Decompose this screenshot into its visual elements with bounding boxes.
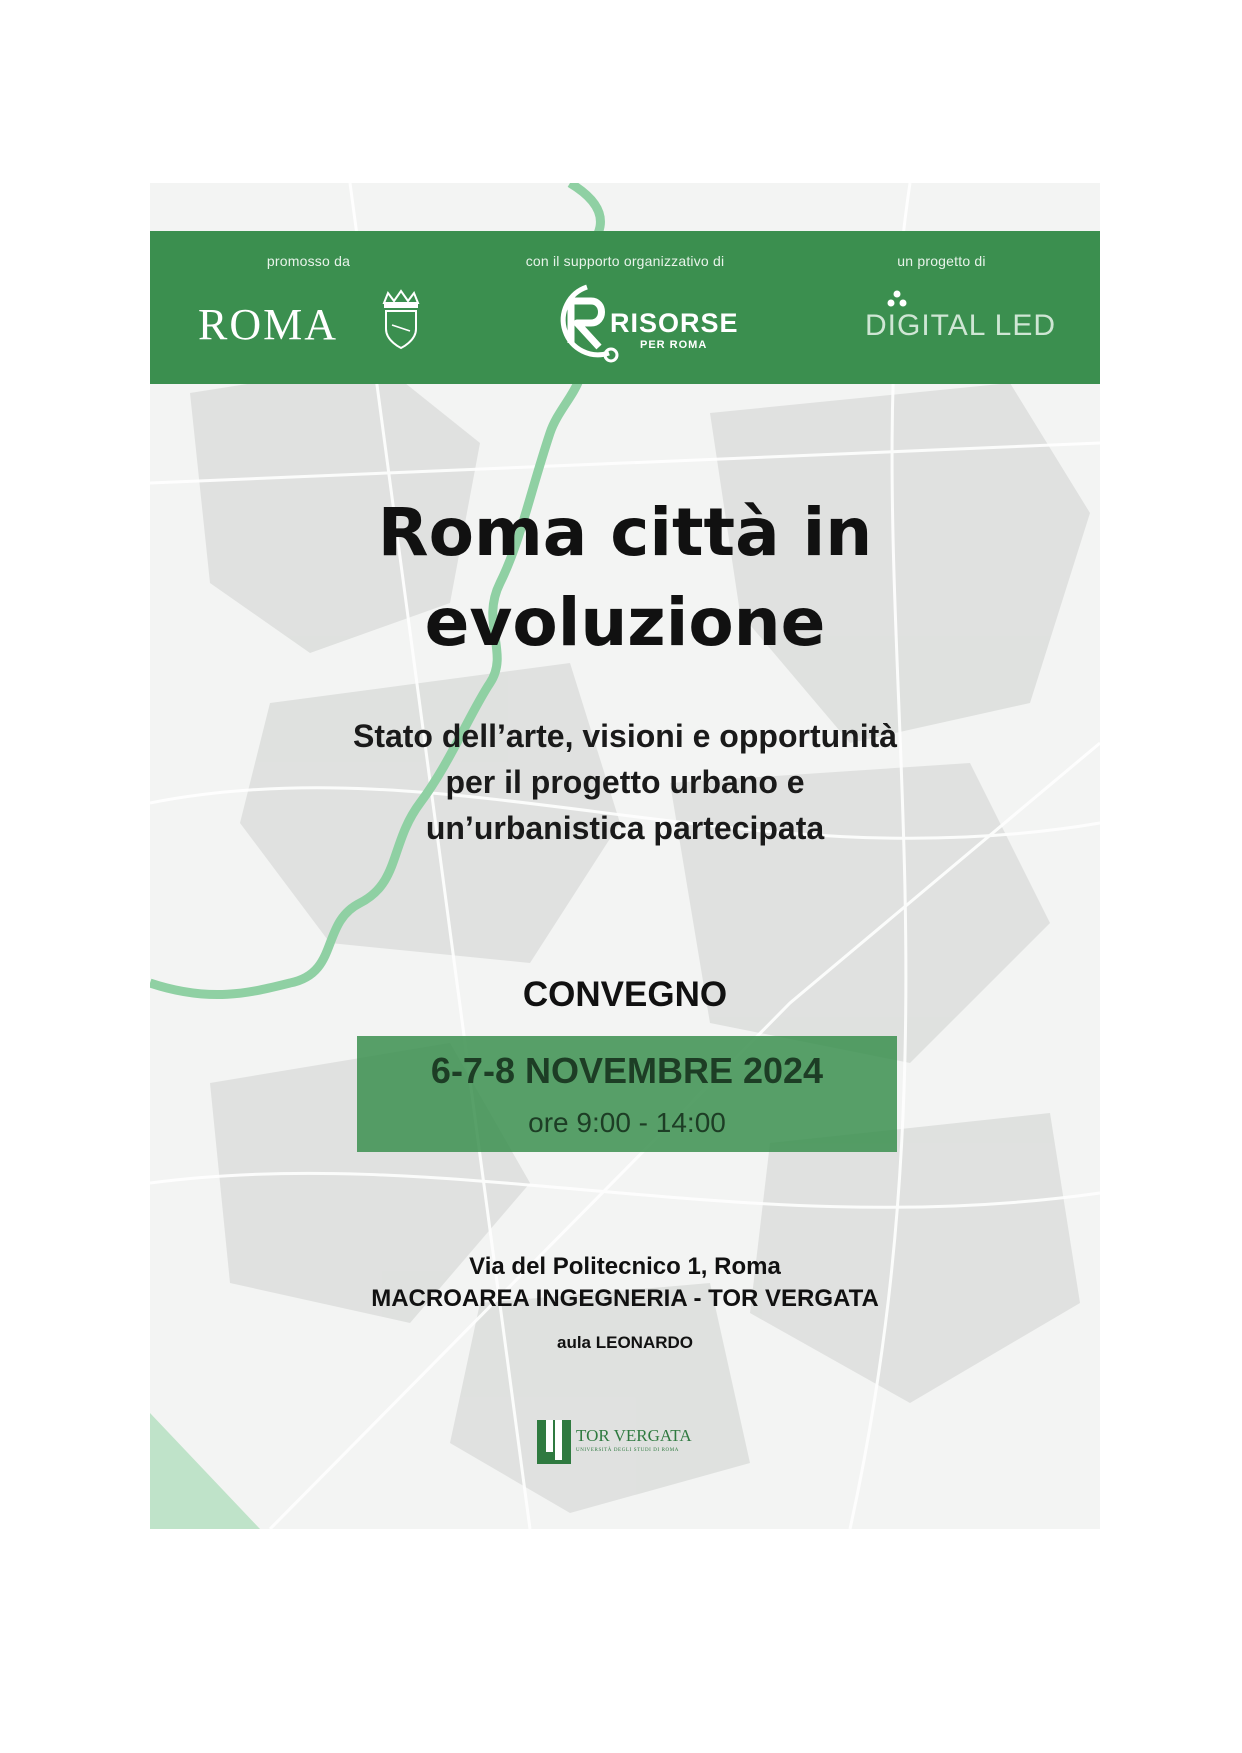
project-caption: un progetto di: [897, 253, 986, 269]
event-type: CONVEGNO: [522, 975, 728, 1014]
roma-crest-icon: [378, 289, 424, 351]
poster-subtitle: [150, 713, 1100, 851]
digital-led-logo-text: DIGITAL LED: [865, 309, 1057, 342]
rome-map-background: [150, 183, 1100, 1529]
event-dates: 6-7-8 NOVEMBRE 2024: [430, 1050, 824, 1091]
subtitle-line: un’urbanistica partecipata: [425, 810, 825, 846]
promoter-block: [150, 231, 467, 384]
title-line: Roma città in: [377, 494, 873, 571]
organizer-caption: con il supporto organizzativo di: [525, 253, 725, 269]
subtitle-line: Stato dell’arte, visioni e opportunità: [352, 718, 898, 754]
promoter-caption: promosso da: [266, 253, 351, 269]
risorse-logo-subtext: PER ROMA: [640, 339, 708, 351]
tor-vergata-logo-subtext: UNIVERSITÀ DEGLI STUDI DI ROMA: [576, 1448, 679, 1453]
title-line: evoluzione: [424, 584, 826, 661]
poster-title: [150, 488, 1100, 668]
risorse-logo-text: RISORSE: [610, 308, 739, 338]
venue-address: [150, 1251, 1100, 1315]
event-hours: ore 9:00 - 14:00: [528, 1107, 726, 1138]
address-line: Via del Politecnico 1, Roma: [469, 1253, 781, 1280]
venue-room: aula LEONARDO: [556, 1333, 694, 1352]
project-block: [783, 231, 1100, 384]
roma-logo-text: ROMA: [198, 300, 339, 349]
coast-corner: [150, 1413, 260, 1529]
date-box: [357, 1036, 897, 1152]
sponsor-banner: [150, 231, 1100, 384]
tor-vergata-logo-icon: [537, 1420, 571, 1464]
tor-vergata-logo-text: TOR VERGATA: [576, 1426, 692, 1445]
event-poster: [150, 183, 1100, 1529]
digital-led-dots-icon: [882, 289, 912, 311]
address-line: MACROAREA INGEGNERIA - TOR VERGATA: [371, 1285, 879, 1312]
subtitle-line: per il progetto urbano e: [445, 764, 805, 800]
